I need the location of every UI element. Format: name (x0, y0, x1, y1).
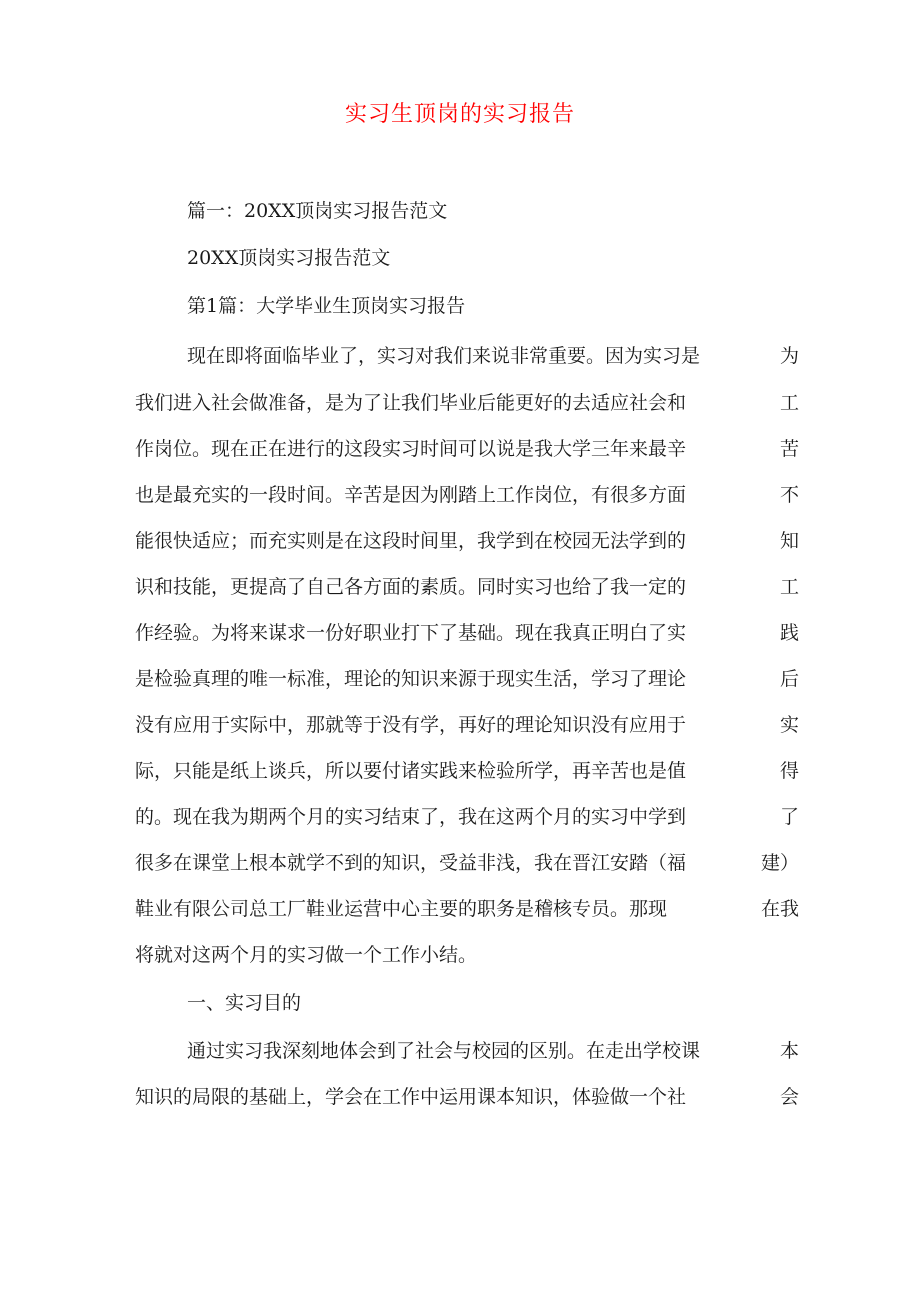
line-tail: 得 (779, 760, 799, 782)
paragraph-line (135, 390, 799, 416)
paragraph-line (135, 482, 799, 508)
line-tail: 建） (760, 852, 799, 874)
line-text: 是检验真理的唯一标准，理论的知识来源于现实生活，学习了理论 (135, 668, 687, 690)
line-tail: 知 (779, 530, 799, 552)
line-tail: 工 (779, 392, 799, 414)
line-text: 将就对这两个月的实习做一个工作小结。 (135, 944, 478, 966)
line-text: 作岗位。现在正在进行的这段实习时间可以说是我大学三年来最辛 (135, 438, 687, 460)
line-text: 我们进入社会做准备，是为了让我们毕业后能更好的去适应社会和 (135, 392, 687, 414)
paragraph-line (135, 574, 799, 600)
paragraph-line (135, 712, 799, 738)
line-tail: 为 (779, 345, 799, 367)
line-tail: 工 (779, 576, 799, 598)
heading-article-one (187, 293, 799, 319)
line-text: 通过实习我深刻地体会到了社会与校园的区别。在走出学校课 (187, 1040, 701, 1062)
paragraph-line (135, 804, 799, 830)
line-tail: 在我 (760, 898, 799, 920)
heading-part-one (187, 198, 799, 224)
line-tail: 本 (779, 1040, 799, 1062)
line-tail: 苦 (779, 438, 799, 460)
paragraph-line (135, 620, 799, 646)
document-title: 实习生顶岗的实习报告 (344, 102, 575, 127)
line-text: 际，只能是纸上谈兵，所以要付诸实践来检验所学，再辛苦也是值 (135, 760, 687, 782)
paragraph-line (187, 343, 799, 369)
line-tail: 了 (779, 806, 799, 828)
heading-text: 20XX顶岗实习报告范文 (187, 247, 391, 269)
line-tail: 不 (779, 484, 799, 506)
heading-text: 第1篇：大学毕业生顶岗实习报告 (187, 295, 466, 317)
line-text: 鞋业有限公司总工厂鞋业运营中心主要的职务是稽核专员。那现 (135, 898, 668, 920)
paragraph-line (135, 850, 799, 876)
paragraph-line (135, 666, 799, 692)
line-tail: 践 (779, 622, 799, 644)
line-text: 也是最充实的一段时间。辛苦是因为刚踏上工作岗位，有很多方面 (135, 484, 687, 506)
section-heading (187, 990, 799, 1016)
paragraph-line (135, 758, 799, 784)
line-text: 的。现在我为期两个月的实习结束了，我在这两个月的实习中学到 (135, 806, 687, 828)
line-text: 作经验。为将来谋求一份好职业打下了基础。现在我真正明白了实 (135, 622, 687, 644)
line-text: 识和技能，更提高了自己各方面的素质。同时实习也给了我一定的 (135, 576, 687, 598)
line-text: 没有应用于实际中，那就等于没有学，再好的理论知识没有应用于 (135, 714, 687, 736)
paragraph-line (135, 1084, 799, 1110)
paragraph-line (135, 942, 799, 968)
line-text: 很多在课堂上根本就学不到的知识，受益非浅，我在晋江安踏（福 (135, 852, 687, 874)
paragraph-line (135, 436, 799, 462)
heading-sample-title (187, 245, 799, 271)
line-text: 现在即将面临毕业了，实习对我们来说非常重要。因为实习是 (187, 345, 701, 367)
paragraph-line (135, 896, 799, 922)
line-text: 能很快适应；而充实则是在这段时间里，我学到在校园无法学到的 (135, 530, 687, 552)
heading-text: 篇一：20XX顶岗实习报告范文 (187, 200, 448, 222)
section-heading-text: 一、实习目的 (187, 992, 302, 1014)
paragraph-line (187, 1038, 799, 1064)
line-tail: 会 (779, 1086, 799, 1108)
paragraph-line (135, 528, 799, 554)
line-text: 知识的局限的基础上，学会在工作中运用课本知识，体验做一个社 (135, 1086, 687, 1108)
line-tail: 实 (779, 714, 799, 736)
line-tail: 后 (779, 668, 799, 690)
